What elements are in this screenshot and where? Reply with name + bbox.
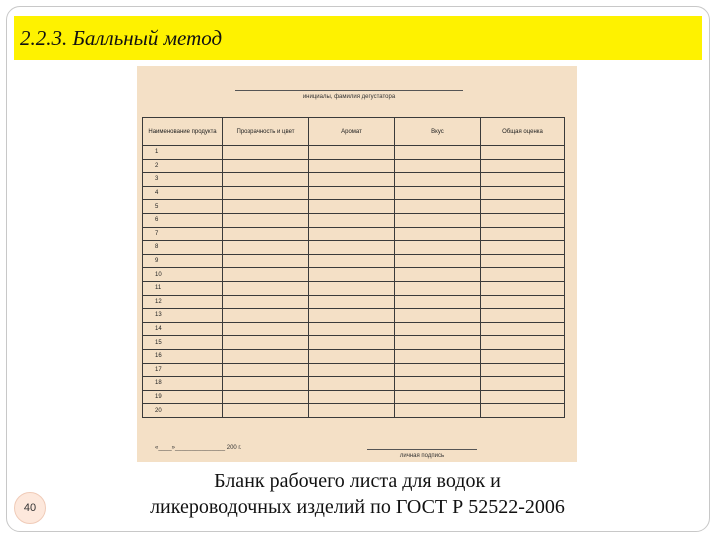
table-cell — [395, 349, 481, 363]
table-cell — [223, 336, 309, 350]
row-number: 5 — [143, 200, 223, 214]
table-cell — [395, 377, 481, 391]
row-number: 10 — [143, 268, 223, 282]
table-cell — [481, 377, 565, 391]
caption-line-2: ликероводочных изделий по ГОСТ Р 52522-2006 — [150, 496, 565, 518]
table-cell — [395, 254, 481, 268]
table-row — [143, 200, 565, 214]
table-cell — [395, 363, 481, 377]
table-row — [143, 390, 565, 404]
tasting-table — [142, 117, 565, 418]
table-cell — [481, 254, 565, 268]
date-line: «____»_______________ 200 г. — [155, 445, 242, 451]
table-cell — [481, 146, 565, 160]
table-row — [143, 363, 565, 377]
table-row — [143, 295, 565, 309]
table-cell — [309, 254, 395, 268]
table-cell — [481, 173, 565, 187]
worksheet-form — [137, 66, 577, 462]
table-cell — [309, 186, 395, 200]
table-cell — [309, 241, 395, 255]
table-cell — [223, 281, 309, 295]
table-cell — [481, 227, 565, 241]
slide-caption — [80, 468, 635, 520]
table-row — [143, 186, 565, 200]
table-row — [143, 254, 565, 268]
table-cell — [395, 241, 481, 255]
table-row — [143, 213, 565, 227]
table-cell — [223, 295, 309, 309]
table-cell — [481, 281, 565, 295]
table-cell — [395, 404, 481, 418]
table-cell — [481, 268, 565, 282]
table-cell — [223, 159, 309, 173]
row-number: 12 — [143, 295, 223, 309]
table-cell — [395, 200, 481, 214]
table-row — [143, 309, 565, 323]
table-cell — [309, 377, 395, 391]
table-row — [143, 146, 565, 160]
col-header-aroma: Аромат — [309, 118, 395, 146]
row-number: 13 — [143, 309, 223, 323]
table-cell — [309, 309, 395, 323]
table-cell — [395, 281, 481, 295]
table-cell — [395, 322, 481, 336]
row-number: 16 — [143, 349, 223, 363]
row-number: 17 — [143, 363, 223, 377]
table-row — [143, 336, 565, 350]
taster-signature-line — [235, 90, 463, 91]
caption-line-1: Бланк рабочего листа для водок и — [214, 470, 501, 492]
table-cell — [223, 377, 309, 391]
table-cell — [223, 268, 309, 282]
table-cell — [395, 268, 481, 282]
taster-label: инициалы, фамилия дегустатора — [302, 94, 396, 100]
table-cell — [395, 390, 481, 404]
table-cell — [481, 349, 565, 363]
col-header-total-score: Общая оценка — [481, 118, 565, 146]
table-cell — [481, 186, 565, 200]
table-row — [143, 227, 565, 241]
table-cell — [395, 186, 481, 200]
table-cell — [223, 404, 309, 418]
table-cell — [481, 241, 565, 255]
table-cell — [481, 213, 565, 227]
table-cell — [223, 363, 309, 377]
row-number: 20 — [143, 404, 223, 418]
row-number: 2 — [143, 159, 223, 173]
table-row — [143, 281, 565, 295]
table-cell — [223, 322, 309, 336]
table-row — [143, 241, 565, 255]
table-cell — [223, 390, 309, 404]
table-cell — [309, 295, 395, 309]
table-cell — [223, 186, 309, 200]
table-cell — [481, 390, 565, 404]
table-cell — [309, 322, 395, 336]
row-number: 18 — [143, 377, 223, 391]
row-number: 19 — [143, 390, 223, 404]
title-bar — [14, 16, 702, 60]
table-cell — [395, 146, 481, 160]
table-cell — [223, 309, 309, 323]
table-cell — [223, 241, 309, 255]
table-cell — [309, 349, 395, 363]
table-row — [143, 349, 565, 363]
col-header-clarity-color: Прозрачность и цвет — [223, 118, 309, 146]
table-cell — [223, 173, 309, 187]
table-cell — [395, 227, 481, 241]
table-row — [143, 159, 565, 173]
table-row — [143, 377, 565, 391]
table-cell — [309, 268, 395, 282]
col-header-taste: Вкус — [395, 118, 481, 146]
table-cell — [481, 295, 565, 309]
table-header-row — [143, 118, 565, 146]
table-cell — [395, 213, 481, 227]
table-cell — [309, 404, 395, 418]
row-number: 1 — [143, 146, 223, 160]
table-row — [143, 173, 565, 187]
table-cell — [309, 227, 395, 241]
col-header-product: Наименование продукта — [143, 118, 223, 146]
table-cell — [395, 336, 481, 350]
row-number: 3 — [143, 173, 223, 187]
table-cell — [223, 213, 309, 227]
table-cell — [395, 159, 481, 173]
table-cell — [309, 146, 395, 160]
table-cell — [395, 173, 481, 187]
table-cell — [309, 173, 395, 187]
table-cell — [309, 363, 395, 377]
table-cell — [309, 200, 395, 214]
signature-label: личная подпись — [399, 453, 445, 459]
table-cell — [481, 363, 565, 377]
table-cell — [481, 336, 565, 350]
table-cell — [309, 281, 395, 295]
page-number-badge: 40 — [14, 492, 46, 524]
signature-line — [367, 449, 477, 450]
table-cell — [223, 254, 309, 268]
table-cell — [223, 349, 309, 363]
row-number: 7 — [143, 227, 223, 241]
table-row — [143, 322, 565, 336]
table-cell — [481, 309, 565, 323]
slide-title: 2.2.3. Балльный метод — [20, 25, 223, 50]
table-cell — [223, 146, 309, 160]
table-cell — [309, 159, 395, 173]
table-cell — [481, 322, 565, 336]
table-cell — [309, 336, 395, 350]
table-cell — [309, 213, 395, 227]
table-cell — [223, 227, 309, 241]
row-number: 9 — [143, 254, 223, 268]
table-cell — [223, 200, 309, 214]
table-cell — [481, 159, 565, 173]
row-number: 8 — [143, 241, 223, 255]
table-row — [143, 404, 565, 418]
row-number: 4 — [143, 186, 223, 200]
table-cell — [395, 309, 481, 323]
table-cell — [481, 200, 565, 214]
table-cell — [395, 295, 481, 309]
row-number: 15 — [143, 336, 223, 350]
row-number: 6 — [143, 213, 223, 227]
table-cell — [481, 404, 565, 418]
table-row — [143, 268, 565, 282]
table-cell — [309, 390, 395, 404]
row-number: 11 — [143, 281, 223, 295]
row-number: 14 — [143, 322, 223, 336]
